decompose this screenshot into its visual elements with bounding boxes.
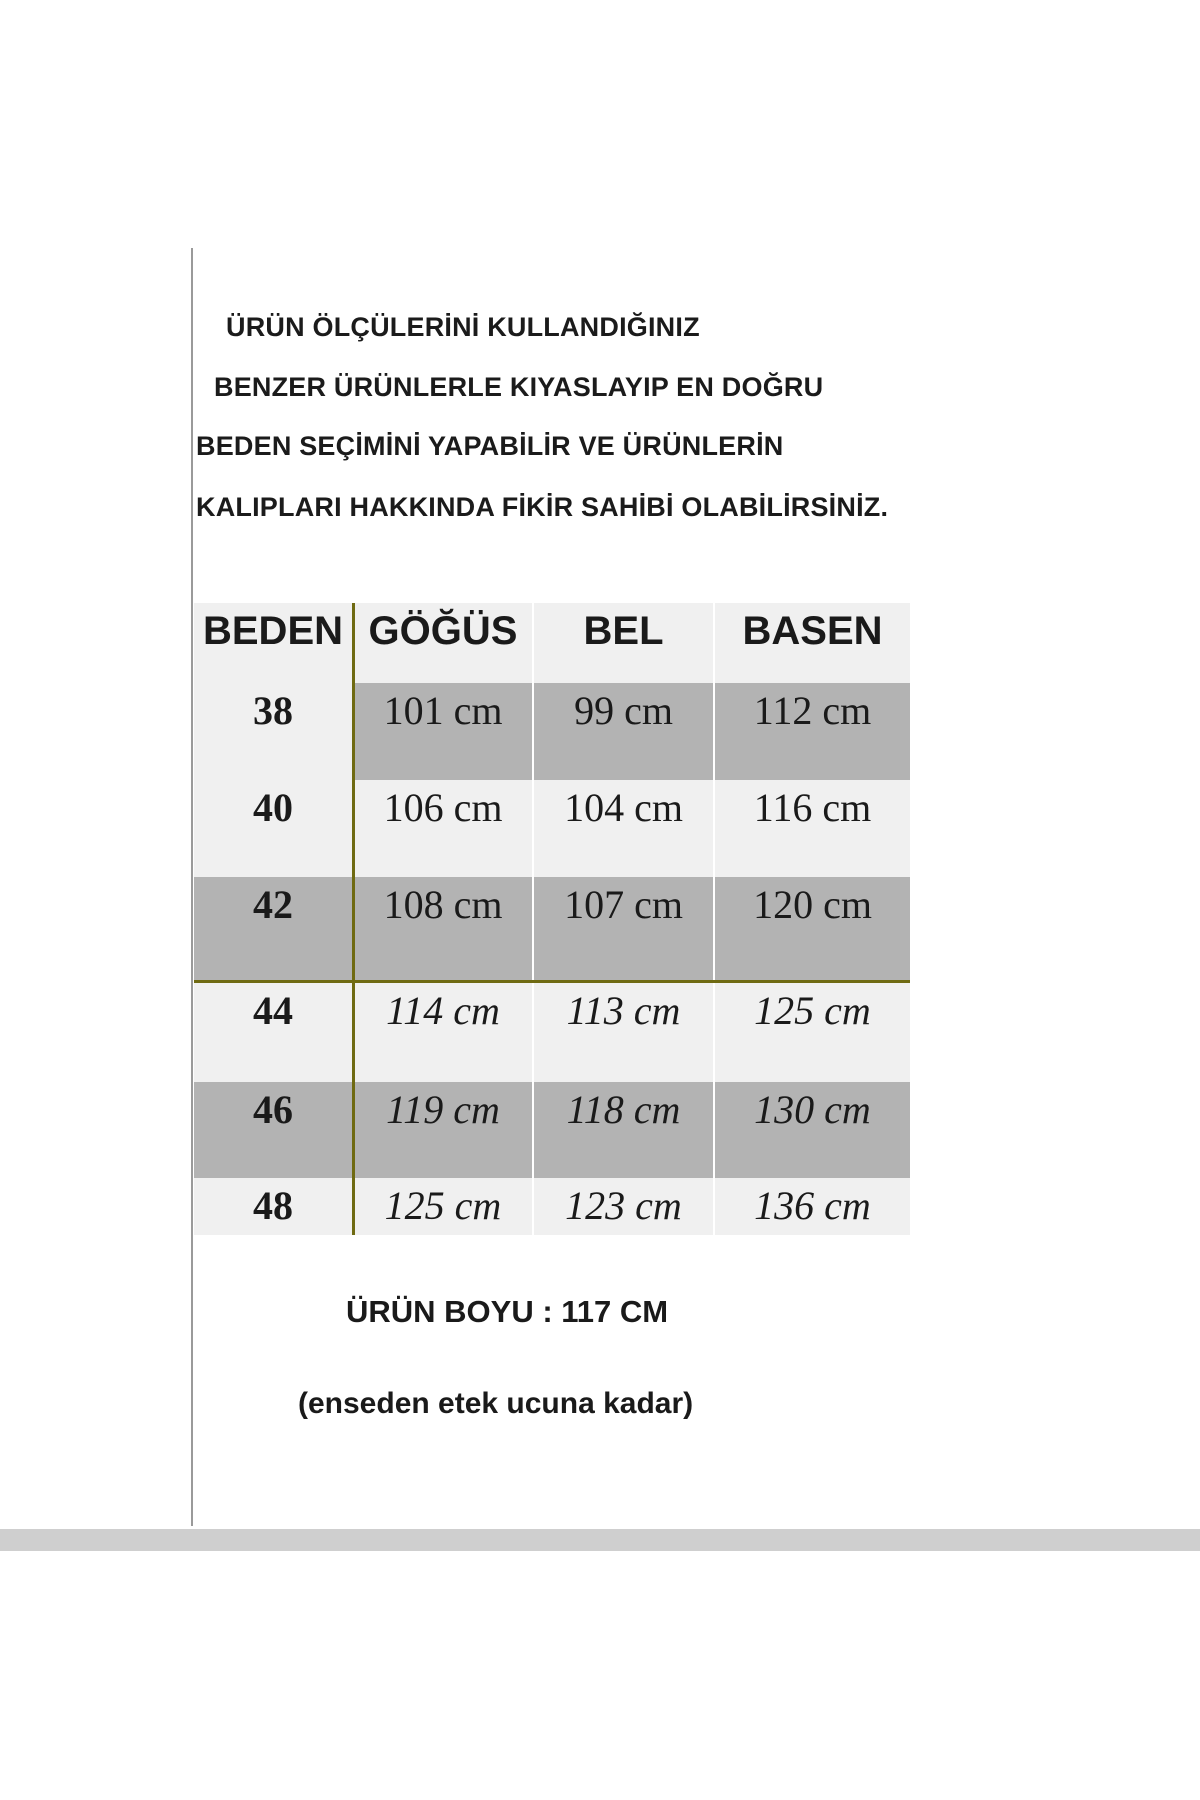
- size-value: 38: [253, 688, 293, 733]
- table-row: [194, 877, 910, 980]
- table-vertical-divider: [352, 603, 355, 1235]
- gogus-value: 108 cm: [383, 882, 503, 927]
- basen-value: 116 cm: [753, 785, 872, 830]
- bel-value: 104 cm: [564, 785, 683, 830]
- basen-value: 136 cm: [754, 1183, 871, 1228]
- left-margin-line: [191, 248, 193, 1526]
- header-cell-bel: [534, 603, 715, 683]
- header-gogus: GÖĞÜS: [368, 609, 518, 653]
- bel-value: 118 cm: [566, 1087, 681, 1132]
- header-cell-basen: [715, 603, 910, 683]
- size-value: 46: [253, 1087, 293, 1132]
- intro-line-3: BEDEN SEÇİMİNİ YAPABİLİR VE ÜRÜNLERİN: [196, 431, 784, 461]
- gogus-value: 125 cm: [384, 1183, 502, 1228]
- size-table: [194, 603, 910, 1235]
- length-note: (enseden etek ucuna kadar): [298, 1387, 694, 1420]
- table-row: [194, 780, 910, 877]
- table-row: [194, 983, 910, 1082]
- product-length: ÜRÜN BOYU : 117 CM: [346, 1294, 669, 1329]
- intro-line-1: ÜRÜN ÖLÇÜLERİNİ KULLANDIĞINIZ: [226, 312, 700, 342]
- table-header-row: [194, 603, 910, 683]
- intro-line-2: BENZER ÜRÜNLERLE KIYASLAYIP EN DOĞRU: [214, 372, 824, 402]
- size-value: 48: [253, 1183, 293, 1228]
- table-row: [194, 1082, 910, 1178]
- gogus-value: 106 cm: [383, 785, 503, 830]
- header-cell-beden: [194, 603, 354, 683]
- gogus-value: 114 cm: [386, 988, 500, 1033]
- table-row: [194, 1178, 910, 1235]
- basen-value: 120 cm: [753, 882, 872, 927]
- size-value: 40: [253, 785, 293, 830]
- basen-value: 112 cm: [753, 688, 872, 733]
- intro-line-4: KALIPLARI HAKKINDA FİKİR SAHİBİ OLABİLİRSİNİZ.: [196, 492, 889, 522]
- basen-value: 130 cm: [754, 1087, 871, 1132]
- table-row: [194, 683, 910, 780]
- header-cell-gogus: [354, 603, 534, 683]
- header-beden: BEDEN: [202, 609, 344, 653]
- basen-value: 125 cm: [754, 988, 871, 1033]
- size-value: 44: [253, 988, 293, 1033]
- header-bel: BEL: [583, 609, 664, 653]
- gogus-value: 119 cm: [386, 1087, 500, 1132]
- bel-value: 123 cm: [565, 1183, 682, 1228]
- table-horizontal-divider: [194, 980, 910, 983]
- bel-value: 99 cm: [574, 688, 673, 733]
- size-value: 42: [253, 882, 293, 927]
- bel-value: 107 cm: [564, 882, 683, 927]
- bel-value: 113 cm: [566, 988, 681, 1033]
- bottom-bar: [0, 1529, 1200, 1551]
- header-basen: BASEN: [742, 609, 883, 653]
- gogus-value: 101 cm: [383, 688, 503, 733]
